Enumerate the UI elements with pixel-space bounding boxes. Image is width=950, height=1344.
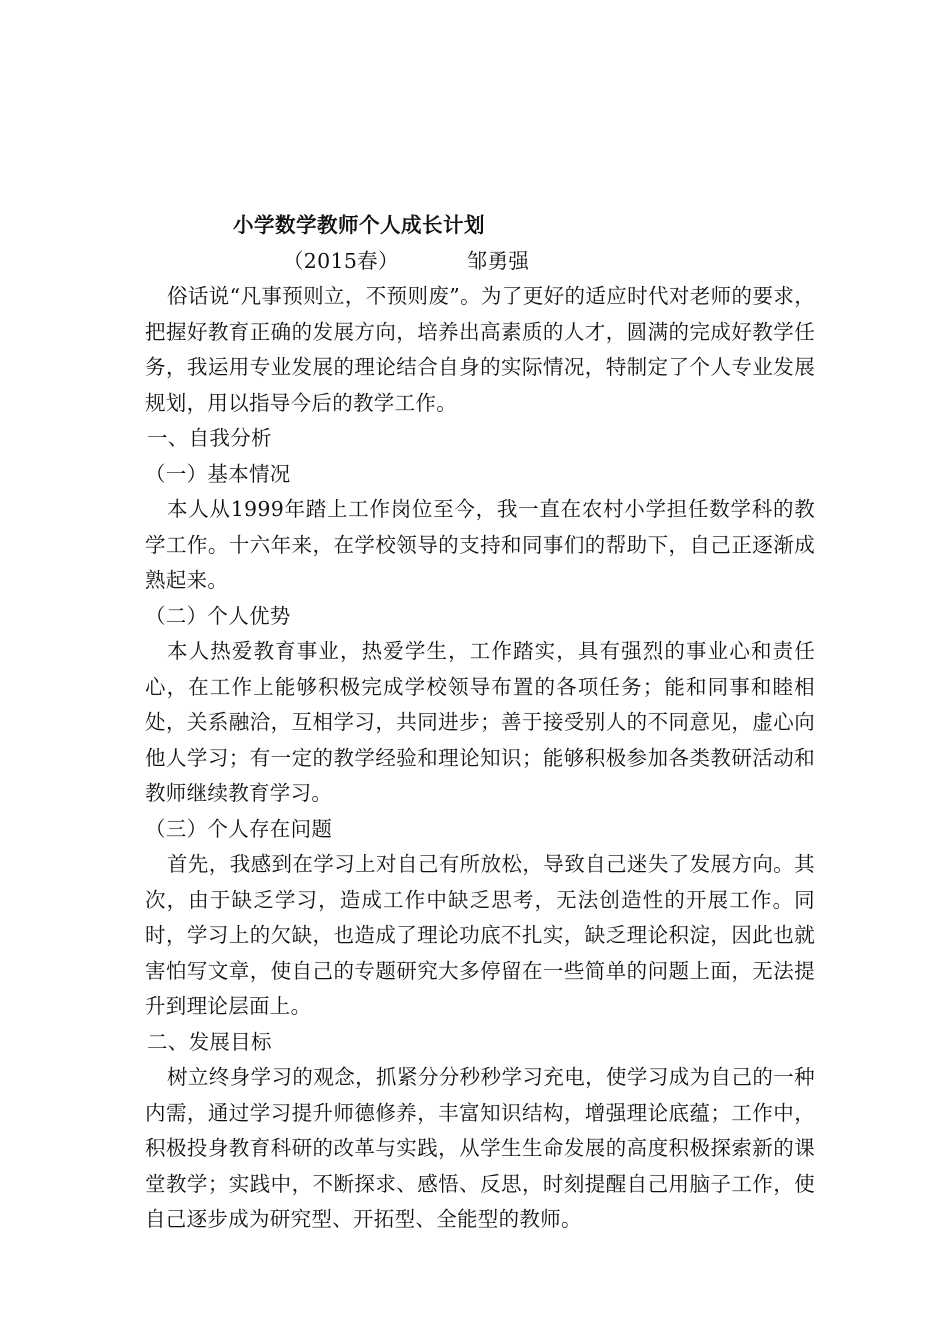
basic-situation-paragraph: 本人从1999年踏上工作岗位至今，我一直在农村小学担任数学科的教学工作。十六年来，在学校领导的支持和同事们的帮助下，自己正逐渐成熟起来。 <box>145 497 815 592</box>
subtitle-date: （2015春） <box>283 248 399 273</box>
development-goals-paragraph: 树立终身学习的观念，抓紧分分秒秒学习充电，使学习成为自己的一种内需，通过学习提升师德修养，丰富知识结构，增强理论底蕴；工作中，积极投身教育科研的改革与实践，从学生生命发展的高度积极探索新的课堂教学；实践中，不断探求、感悟、反思，时刻提醒自己用脑子工作，使自己逐步成为研究型、开拓型、全能型的教师。 <box>145 1065 815 1231</box>
personal-strengths-paragraph: 本人热爱教育事业，热爱学生，工作踏实，具有强烈的事业心和责任心，在工作上能够积极完成学校领导布置的各项任务；能和同事和睦相处，关系融洽，互相学习，共同进步；善于接受别人的不同意见，虚心向他人学习；有一定的教学经验和理论知识；能够积极参加各类教研活动和教师继续教育学习。 <box>145 639 815 805</box>
author-name: 邹勇强 <box>466 248 530 273</box>
intro-paragraph: 俗话说“凡事预则立，不预则废”。为了更好的适应时代对老师的要求，把握好教育正确的发展方向，培养出高素质的人才，圆满的完成好教学任务，我运用专业发展的理论结合自身的实际情况，特制定了个人专业发展规划，用以指导今后的教学工作。 <box>145 284 815 415</box>
subsection-heading-basic-situation: （一）基本情况 <box>145 461 291 486</box>
section-heading-development-goals: 二、发展目标 <box>147 1029 272 1054</box>
personal-problems-paragraph: 首先，我感到在学习上对自己有所放松，导致自己迷失了发展方向。其次，由于缺乏学习，造成工作中缺乏思考，无法创造性的开展工作。同时，学习上的欠缺，也造成了理论功底不扎实，缺乏理论积淀，因此也就害怕写文章，使自己的专题研究大多停留在一些简单的问题上面，无法提升到理论层面上。 <box>145 852 815 1018</box>
subsection-heading-personal-problems: （三）个人存在问题 <box>145 816 333 841</box>
subsection-heading-personal-strengths: （二）个人优势 <box>145 603 291 628</box>
document-body <box>145 208 815 1238</box>
document-title: 小学数学教师个人成长计划 <box>233 213 485 237</box>
document-subtitle <box>145 244 815 280</box>
section-heading-self-analysis: 一、自我分析 <box>147 426 272 450</box>
